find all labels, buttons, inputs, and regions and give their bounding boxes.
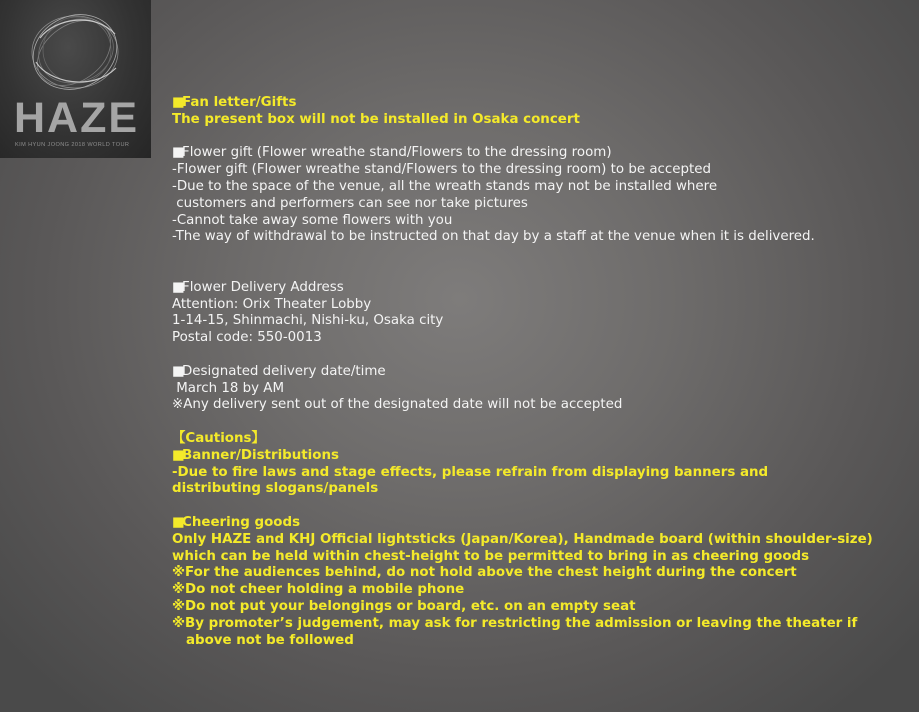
cheering-line: above not be followed — [172, 632, 354, 648]
flower-gift-line: -The way of withdrawal to be instructed on that day by a staff at the venue when it is delivered. — [172, 229, 815, 245]
cheering-line: ※By promoter’s judgement, may ask for restricting the admission or leaving the theater if — [172, 615, 858, 631]
square-bullet-icon: ■ — [172, 95, 185, 110]
square-bullet-icon: ■ — [172, 514, 185, 530]
logo-subtitle: KIM HYUN JOONG 2018 WORLD TOUR — [15, 142, 130, 148]
cheering-line: ※Do not cheer holding a mobile phone — [172, 582, 465, 598]
delivery-date-line: ※Any delivery sent out of the designated date will not be accepted — [172, 397, 623, 413]
cheering-line: which can be held within chest-height to be permitted to bring in as cheering goods — [172, 548, 810, 564]
logo-wordmark: HAZE — [14, 94, 140, 142]
cautions-title: 【Cautions】 — [172, 430, 265, 446]
fan-letter-heading: ■Fan letter/Gifts — [172, 95, 297, 110]
flower-gift-line: customers and performers can see nor take pictures — [172, 195, 528, 211]
cheering-line: ※Do not put your belongings or board, etc. on an empty seat — [172, 598, 636, 614]
notice-content — [172, 95, 912, 649]
delivery-address-line: 1-14-15, Shinmachi, Nishi-ku, Osaka city — [172, 313, 444, 329]
cheering-line: ※For the audiences behind, do not hold above the chest height during the concert — [172, 565, 797, 581]
flower-gift-line: -Flower gift (Flower wreathe stand/Flowers to the dressing room) to be accepted — [172, 162, 711, 178]
square-bullet-icon: ■ — [172, 145, 185, 161]
delivery-address-line: Postal code: 550-0013 — [172, 330, 322, 346]
delivery-address-line: Attention: Orix Theater Lobby — [172, 296, 372, 312]
fan-letter-note: The present box will not be installed in Osaka concert — [172, 111, 580, 127]
flower-gift-line: -Due to the space of the venue, all the wreath stands may not be installed where — [172, 178, 718, 194]
cheering-line: Only HAZE and KHJ Official lightsticks (Japan/Korea), Handmade board (within shoulder-size) — [172, 531, 873, 547]
delivery-date-heading: ■Designated delivery date/time — [172, 363, 386, 379]
square-bullet-icon: ■ — [172, 447, 185, 463]
banner-line: -Due to fire laws and stage effects, please refrain from displaying banners and — [172, 464, 769, 480]
banner-heading: ■Banner/Distributions — [172, 447, 339, 463]
square-bullet-icon: ■ — [172, 363, 185, 379]
flower-gift-line: -Cannot take away some flowers with you — [172, 212, 453, 228]
cheering-heading: ■Cheering goods — [172, 514, 301, 530]
flower-gift-heading: ■Flower gift (Flower wreathe stand/Flowers to the dressing room) — [172, 145, 612, 161]
tour-logo — [0, 0, 151, 158]
square-bullet-icon: ■ — [172, 279, 185, 295]
delivery-date-line: March 18 by AM — [172, 380, 285, 396]
delivery-address-heading: ■Flower Delivery Address — [172, 279, 344, 295]
banner-line: distributing slogans/panels — [172, 481, 379, 497]
